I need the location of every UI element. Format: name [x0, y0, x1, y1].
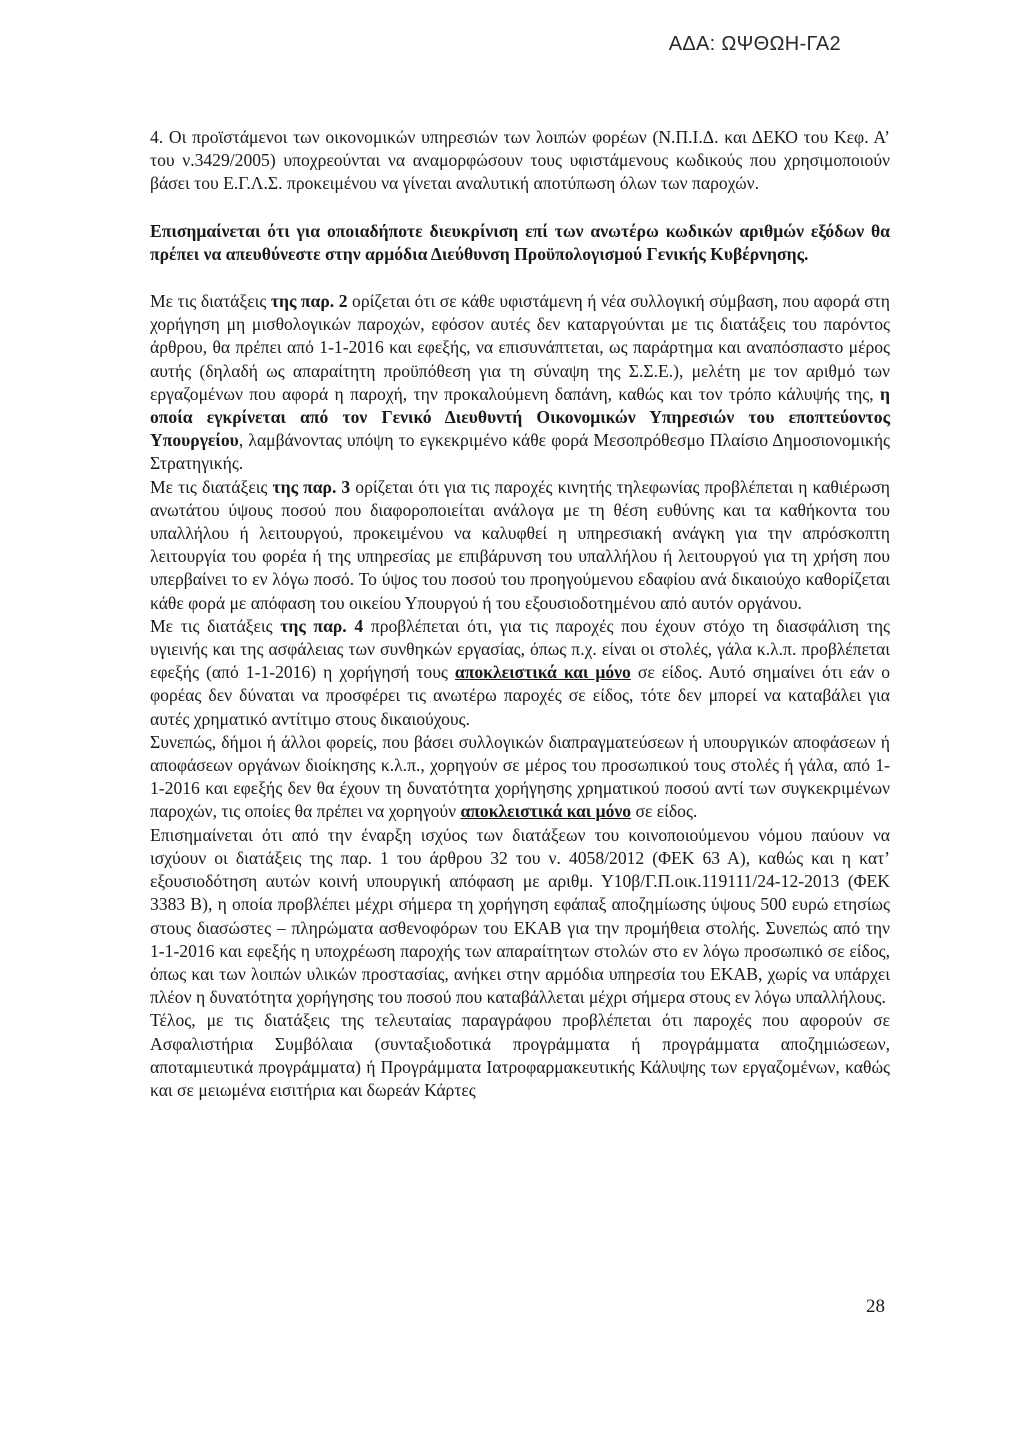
text-span: Με τις διατάξεις [150, 615, 281, 636]
text-span: , λαμβάνοντας υπόψη το εγκεκριμένο κάθε φορά Μεσοπρόθεσμο Πλαίσιο Δημοσιονομικής Στρατηγικής. [150, 430, 890, 474]
text-span: σε είδος. [631, 801, 698, 822]
paragraph-ekab: Επισημαίνεται ότι από την έναρξη ισχύος των διατάξεων του κοινοποιούμενου νόμου παύουν να ισχύουν οι διατάξεις της παρ. 1 του άρθρου 32 του ν. 4058/2012 (ΦΕΚ 63 Α), καθώς και η κατ’ εξουσιοδότηση αυτών κοινή υπουργική απόφαση με αριθμ. Υ10β/Γ.Π.οικ.119111/24-12-2013 (ΦΕΚ 3383 Β), η οποία προβλέπει μέχρι σήμερα τη χορήγηση εφάπαξ αποζημίωσης ύψους 500 ευρώ ετησίως στους διασώστες – πληρώματα ασθενοφόρων του ΕΚΑΒ για την προμήθεια στολής. Συνεπώς από την 1-1-2016 και εφεξής η υποχρέωση παροχής των απαραίτητων στολών στο εν λόγω προσωπικό σε είδος, όπως και των λοιπών υλικών προστασίας, ανήκει στην αρμόδια υπηρεσία του ΕΚΑΒ, χωρίς να υπάρχει πλέον η δυνατότητα χορήγησης του ποσού που καταβάλλεται μέχρι σήμερα στους εν λόγω υπαλλήλους. [150, 824, 890, 1008]
text-span: Με τις διατάξεις [150, 291, 271, 312]
text-span: σε είδος. Αυτό σημαίνει ότι εάν ο φορέας δεν δύναται να προσφέρει τις ανωτέρω παροχές σε είδος, τότε δεν μπορεί να καταβάλει για αυτές χρηματικό αντίτιμο στους δικαιούχους. [150, 662, 890, 729]
paragraph-final: Τέλος, με τις διατάξεις της τελευταίας παραγράφου προβλέπεται ότι παροχές που αφορούν σε Ασφαλιστήρια Συμβόλαια (συνταξιοδοτικά προγράμματα ή προγράμματα αποζημιώσεων, αποταμιευτικά προγράμματα) ή Προγράμματα Ιατροφαρμακευτικής Κάλυψης των εργαζομένων, καθώς και σε μειωμένα εισιτήρια και δωρεάν Κάρτες [150, 1010, 890, 1100]
underlined-emphasis: αποκλειστικά και μόνο [460, 801, 632, 822]
text-span: ορίζεται ότι σε κάθε υφιστάμενη ή νέα συλλογική σύμβαση, που αφορά στη χορήγηση μη μισθολογικών παροχών, εφόσον αυτές δεν καταργούνται με τις διατάξεις του παρόντος άρθρου, θα πρέπει από 1-1-2016 και εφεξής, να επισυνάπτεται, ως παράρτημα και αναπόσπαστο μέρος αυτής (δηλαδή ως απαραίτητη προϋπόθεση για τη σύναψη της Σ.Σ.Ε.), μελέτη με τον αριθμό των εργαζομένων που αφορά η παροχή, την προκαλούμενη δαπάνη, καθώς και τον τρόπο κάλυψής της, [150, 291, 891, 404]
ada-code: ΑΔΑ: ΩΨΘΩΗ-ΓΑ2 [668, 33, 841, 55]
paragraph-4: 4. Οι προϊστάμενοι των οικονομικών υπηρεσιών των λοιπών φορέων (Ν.Π.Ι.Δ. και ΔΕΚΟ του Κεφ. Α’ του ν.3429/2005) υποχρεούνται να αναμορφώσουν τους υφιστάμενους κωδικούς που χρησιμοποιούν βάσει του Ε.Γ.Λ.Σ. προκειμένου να γίνεται αναλυτική αποτύπωση όλων των παροχών. [150, 127, 890, 194]
text-span: προβλέπεται ότι, για τις παροχές που έχουν στόχο τη διασφάλιση της υγιεινής και της ασφάλειας των συνθηκών εργασίας, όπως π.χ. είναι οι στολές, γάλα κ.λ.π. προβλέπεται εφεξής (από 1-1-2016) η χορήγησή τους [150, 615, 890, 683]
text-span: Συνεπώς, δήμοι ή άλλοι φορείς, που βάσει συλλογικών διαπραγματεύσεων ή υπουργικών αποφάσεων ή αποφάσεων οργάνων διοίκησης κ.λ.π., χορηγούν σε μέρος του προσωπικού τους στολές ή γάλα, από 1-1-2016 και εφεξής δεν θα έχουν τη δυνατότητα χορήγησης χρηματικού ποσού αντί των συγκεκριμένων παροχών, τις οποίες θα πρέπει να χορηγούν [150, 731, 890, 822]
paragraph-par2 [150, 290, 890, 476]
paragraph-par4 [150, 615, 890, 731]
text-span: Με τις διατάξεις [150, 476, 273, 497]
page-number: 28 [866, 1296, 885, 1317]
document-body [150, 126, 890, 1102]
bold-ref: της παρ. 3 [272, 476, 351, 497]
underlined-emphasis: αποκλειστικά και μόνο [454, 662, 631, 683]
bold-ref: της παρ. 2 [270, 291, 348, 312]
paragraph-par3 [150, 476, 890, 615]
paragraph-consequently [150, 731, 890, 824]
notice-paragraph: Επισημαίνεται ότι για οποιαδήποτε διευκρίνιση επί των ανωτέρω κωδικών αριθμών εξόδων θα πρέπει να απευθύνεστε στην αρμόδια Διεύθυνση Προϋπολογισμού Γενικής Κυβέρνησης. [150, 220, 890, 264]
bold-ref: της παρ. 4 [280, 615, 364, 636]
bold-emphasis: η οποία εγκρίνεται από τον Γενικό Διευθυντή Οικονομικών Υπηρεσιών του εποπτεύοντος Υπουργείου [150, 383, 890, 451]
text-span: ορίζεται ότι για τις παροχές κινητής τηλεφωνίας προβλέπεται η καθιέρωση ανωτάτου ύψους ποσού που διαφοροποιείται ανάλογα με τη θέση ευθύνης και τα καθήκοντα του υπαλλήλου ή λειτουργού, προκειμένου να καλυφθεί η υπηρεσιακή ανάγκη για την απρόσκοπτη λειτουργία του φορέα ή της υπηρεσίας με επιβάρυνση του υπαλλήλου ή λειτουργού για τη χρήση που υπερβαίνει το εν λόγω ποσό. Το ύψος του ποσού του προηγούμενου εδαφίου ανά δικαιούχο καθορίζεται κάθε φορά με απόφαση του οικείου Υπουργού ή του εξουσιοδοτημένου από αυτόν οργάνου. [150, 476, 890, 613]
